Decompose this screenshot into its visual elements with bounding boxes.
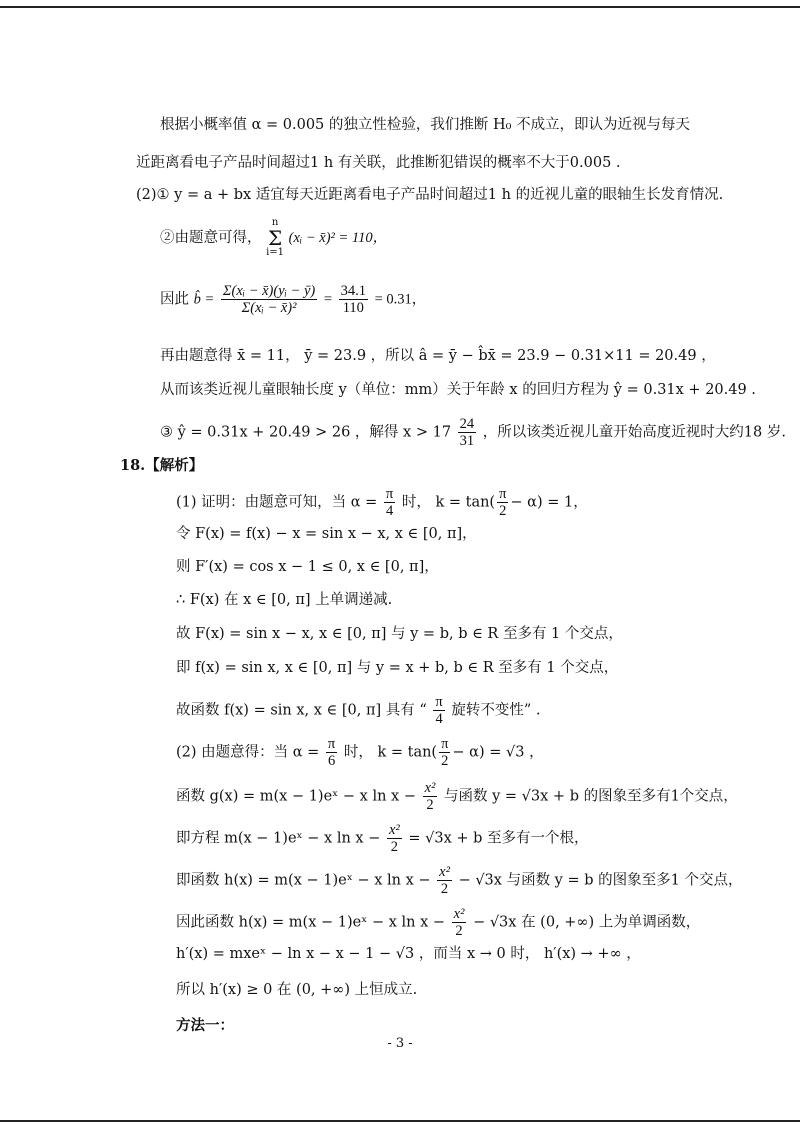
section-heading-18: 18.【解析】 — [120, 457, 204, 474]
fraction-numerator: x² — [388, 822, 400, 838]
text-line-14: 故 F(x) = sin x − x, x ∈ [0, π] 与 y = b, b ∈ R 至多有 1 个交点， — [176, 626, 623, 642]
fraction-numerator: π — [499, 486, 507, 502]
x-squared-over-2-fraction — [387, 822, 402, 855]
text-line-23: 所以 h′(x) ≥ 0 在 (0, +∞) 上恒成立. — [176, 982, 418, 998]
line10-middle: 时， k = tan( — [401, 494, 496, 511]
text-line-18 — [176, 780, 738, 813]
text-line-5: 因此 b̂ = $\frac{\text{Σ(xᵢ − x̄)(yᵢ − ȳ)}}{\text{Σ(xᵢ − x̄)²}}$ = $\frac{34.1}{110}$ = 0.31， — [160, 283, 427, 316]
line18-suffix: 与函数 y = √3x + b 的图象至多有1个交点， — [444, 788, 738, 805]
b-hat-value-denominator: 110 — [342, 300, 364, 316]
x-squared-over-2-fraction — [437, 864, 452, 897]
fraction-denominator: 2 — [499, 503, 507, 519]
line16-suffix: 旋转不变性” . — [451, 702, 541, 719]
fraction-denominator: 2 — [426, 797, 434, 813]
text-line-6: 再由题意得 x̄ = 11， ȳ = 23.9 ，所以 â = ȳ − b̂x̄ = 23.9 − 0.31×11 = 20.49 ， — [160, 348, 716, 364]
line20-prefix: 即函数 h(x) = m(x − 1)eˣ − x ln x − — [176, 872, 431, 889]
fraction-denominator: 4 — [435, 711, 443, 727]
line4-expression: (xᵢ − x̄)² = 110， — [288, 230, 388, 246]
sum-lower: i=1 — [266, 247, 285, 258]
fraction-numerator: x² — [439, 864, 450, 880]
method-one-heading: 方法一： — [176, 1017, 234, 1034]
b-hat-lhs: b̂ = — [193, 291, 215, 308]
line5-prefix: 因此 — [160, 291, 189, 308]
fraction-denominator: 2 — [390, 839, 398, 855]
line21-prefix: 因此函数 h(x) = m(x − 1)eˣ − x ln x − — [176, 914, 446, 931]
line21-suffix: − √3x 在 (0, +∞) 上为单调函数， — [473, 914, 701, 931]
line16-prefix: 故函数 f(x) = sin x, x ∈ [0, π] 具有 “ — [176, 702, 427, 719]
line8-prefix: ③ ŷ = 0.31x + 20.49 > 26 ，解得 x > 17 — [160, 424, 452, 441]
line4-prefix: ②由题意可得， — [160, 230, 262, 246]
text-line-21 — [176, 906, 700, 939]
line8-suffix: ，所以该类近视儿童开始高度近视时大约18 岁. — [482, 424, 786, 441]
text-line-20 — [176, 864, 742, 897]
text-line-8 — [160, 416, 786, 449]
b-hat-value-fraction — [339, 283, 368, 316]
b-hat-result: = 0.31， — [374, 291, 427, 308]
top-border-rule — [0, 6, 800, 8]
text-line-16 — [176, 694, 541, 727]
text-line-4 — [160, 218, 387, 258]
fraction-numerator: π — [327, 736, 336, 752]
text-line-13: ∴ F(x) 在 x ∈ [0, π] 上单调递减. — [176, 592, 393, 608]
fraction-denominator: 2 — [455, 923, 463, 939]
fraction-numerator: x² — [453, 906, 465, 922]
line17-middle: 时， k = tan( — [343, 744, 438, 761]
text-line-2: 近距离看电子产品时间超过1 h 有关联，此推断犯错误的概率不大于0.005 . — [136, 155, 621, 171]
fraction-numerator: π — [441, 736, 449, 752]
x-squared-over-2-fraction — [423, 780, 438, 813]
bottom-border-rule — [0, 1120, 800, 1122]
pi-over-4-fraction — [384, 486, 395, 519]
line10-prefix: (1) 证明：由题意可知，当 α = — [176, 494, 378, 511]
pi-over-4-fraction — [433, 694, 444, 727]
text-line-3: (2)① y = a + bx 适宜每天近距离看电子产品时间超过1 h 的近视儿童的眼轴生长发育情况. — [136, 187, 724, 203]
pi-over-2-fraction — [439, 736, 450, 769]
text-line-1: 根据小概率值 α = 0.005 的独立性检验，我们推断 H₀ 不成立，即认为近视与每天 — [160, 117, 691, 133]
fraction-denominator: 6 — [327, 753, 336, 769]
b-hat-numerator: Σ(xᵢ − x̄)(yᵢ − ȳ) — [222, 283, 316, 299]
fraction-denominator: 31 — [459, 433, 475, 449]
b-hat-value-numerator: 34.1 — [340, 283, 367, 299]
pi-over-2-fraction — [497, 486, 508, 519]
b-hat-denominator: Σ(xᵢ − x̄)² — [241, 300, 297, 316]
line17-prefix: (2) 由题意得：当 α = — [176, 744, 320, 761]
mixed-fraction — [458, 416, 477, 449]
line19-prefix: 即方程 m(x − 1)eˣ − x ln x − — [176, 830, 381, 847]
b-hat-formula-fraction — [221, 283, 317, 316]
text-line-10 — [176, 486, 588, 519]
line17-suffix: − α) = √3 ， — [452, 744, 544, 761]
fraction-denominator: 2 — [440, 881, 449, 897]
fraction-numerator: π — [385, 486, 394, 502]
line20-suffix: − √3x 与函数 y = b 的图象至多1 个交点， — [458, 872, 743, 889]
page-number: - 3 - — [387, 1036, 413, 1051]
fraction-numerator: 24 — [459, 416, 475, 432]
line10-suffix: − α) = 1， — [510, 494, 588, 511]
text-line-17 — [176, 736, 544, 769]
text-line-19 — [176, 822, 589, 855]
summation-sign: n Σ i=1 — [266, 217, 285, 258]
fraction-numerator: x² — [424, 780, 436, 796]
text-line-12: 则 F′(x) = cos x − 1 ≤ 0, x ∈ [0, π]， — [176, 559, 439, 575]
text-line-22: h′(x) = mxeˣ − ln x − x − 1 − √3 ，而当 x → 0 时， h′(x) → +∞ ， — [176, 946, 641, 962]
line19-suffix: = √3x + b 至多有一个根， — [408, 830, 589, 847]
x-squared-over-2-fraction — [452, 906, 467, 939]
text-line-11: 令 F(x) = f(x) − x = sin x − x, x ∈ [0, π]， — [176, 526, 477, 542]
text-line-15: 即 f(x) = sin x, x ∈ [0, π] 与 y = x + b, b ∈ R 至多有 1 个交点， — [176, 660, 619, 676]
text-line-7: 从而该类近视儿童眼轴长度 y（单位：mm）关于年龄 x 的回归方程为 ŷ = 0.31x + 20.49 . — [160, 382, 756, 398]
line18-prefix: 函数 g(x) = m(x − 1)eˣ − x ln x − — [176, 788, 416, 805]
pi-over-6-fraction — [326, 736, 337, 769]
sum-upper: n — [271, 217, 279, 228]
fraction-denominator: 4 — [385, 503, 394, 519]
fraction-numerator: π — [435, 694, 443, 710]
fraction-denominator: 2 — [441, 753, 449, 769]
